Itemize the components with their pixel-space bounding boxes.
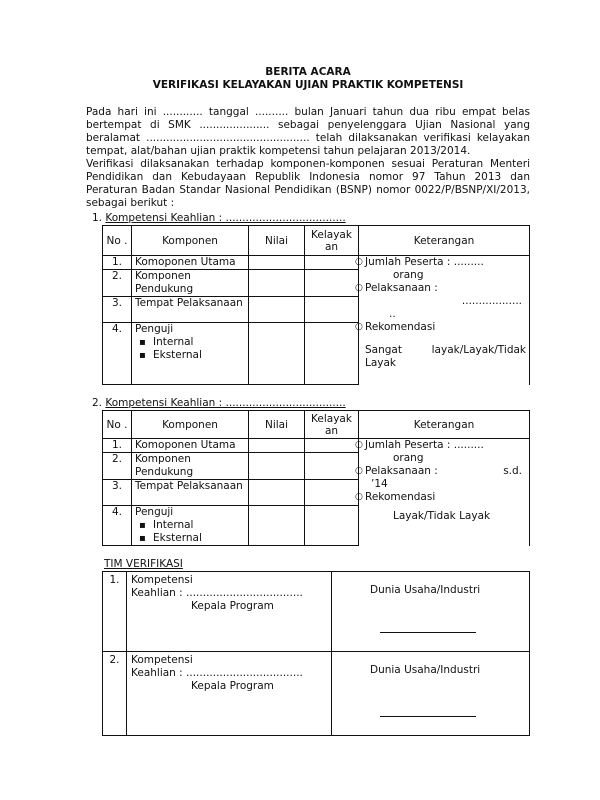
row-komponen-penguji xyxy=(132,323,249,385)
row-kelayakan xyxy=(305,323,359,385)
tim-kepala-program: Kepala Program xyxy=(191,680,274,692)
row-nilai xyxy=(249,480,305,506)
tim-kepala-program: Kepala Program xyxy=(191,600,274,612)
tim-dudi-cell xyxy=(332,572,530,652)
table-row xyxy=(103,256,530,270)
section-1-label: Kompetensi Keahlian : .................................... xyxy=(105,212,346,224)
col-header-kelayakan: Kelayak an xyxy=(305,226,359,256)
row-number: 1. xyxy=(103,572,127,652)
row-komponen: Komponen Pendukung xyxy=(132,270,249,297)
row-kelayakan xyxy=(305,256,359,270)
row-kelayakan xyxy=(305,480,359,506)
tim-kaprog-cell xyxy=(127,652,332,736)
row-number: 2. xyxy=(103,453,132,480)
row-komponen: Komoponen Utama xyxy=(132,439,249,453)
section-1-table xyxy=(102,225,530,385)
ket-orang: orang xyxy=(393,452,424,464)
row-komponen: Komponen Pendukung xyxy=(132,453,249,480)
section-1-number: 1. xyxy=(92,212,103,224)
section-2-heading xyxy=(86,397,530,410)
row-komponen: Tempat Pelaksanaan xyxy=(132,297,249,323)
list-item: ▪ Eksternal xyxy=(155,532,245,545)
row-komponen: Penguji xyxy=(135,506,174,518)
col-header-keterangan: Keterangan xyxy=(359,411,530,439)
row-kelayakan xyxy=(305,439,359,453)
row-number: 2. xyxy=(103,652,127,736)
ket-dots: .................. xyxy=(461,295,522,307)
keterangan-cell: ○ Jumlah Peserta : ......... orang ○ Pelaksanaan : .................. .. ○ Rekomendasi Sangat layak/Layak/Tidak Layak xyxy=(359,256,530,385)
ket-pelaksanaan: Pelaksanaan : xyxy=(365,282,438,294)
row-nilai xyxy=(249,297,305,323)
row-komponen: Komoponen Utama xyxy=(132,256,249,270)
ket-tahun: ’14 xyxy=(371,478,388,490)
col-header-kelayakan: Kelayak an xyxy=(305,411,359,439)
row-komponen: Tempat Pelaksanaan xyxy=(132,480,249,506)
row-kelayakan xyxy=(305,297,359,323)
ket-pilihan: Sangat layak/Layak/Tidak Layak xyxy=(365,344,526,369)
row-number: 1. xyxy=(103,439,132,453)
table-row xyxy=(103,652,530,736)
row-nilai xyxy=(249,323,305,385)
intro-paragraph-1: Pada hari ini ............ tanggal .......... bulan Januari tahun dua ribu empat belas bertempat di SMK ..................... sebagai penyelenggara Ujian Nasional yang beralamat ................................................. telah dilaksanakan verifikasi kelayakan tempat, alat/bahan ujian praktik kompetensi tahun pelajaran 2013/2014. xyxy=(86,106,530,157)
tim-dunia-usaha: Dunia Usaha/Industri xyxy=(370,584,481,596)
intro-paragraph-2: Verifikasi dilaksanakan terhadap komponen-komponen sesuai Peraturan Menteri Pendidikan dan Kebudayaan Republik Indonesia nomor 97 Tahun 2013 dan Peraturan Badan Standar Nasional Pendidikan (BSNP) nomor 0022/P/BSNP/XI/2013, sebagai berikut : xyxy=(86,158,530,209)
doc-subtitle: VERIFIKASI KELAYAKAN UJIAN PRAKTIK KOMPETENSI xyxy=(152,79,464,91)
ket-jumlah: Jumlah Peserta : ......... xyxy=(365,256,484,268)
row-nilai xyxy=(249,256,305,270)
ket-rekomendasi: Rekomendasi xyxy=(365,491,436,503)
signature-line xyxy=(380,716,476,717)
row-nilai xyxy=(249,439,305,453)
doc-title: BERITA ACARA xyxy=(265,66,351,78)
col-header-komponen: Komponen xyxy=(132,226,249,256)
row-number: 3. xyxy=(103,480,132,506)
tim-dudi-cell xyxy=(332,652,530,736)
tim-keahlian: Keahlian : ................................... xyxy=(131,587,303,599)
row-komponen: Penguji xyxy=(135,323,174,335)
row-nilai xyxy=(249,506,305,546)
section-1-heading xyxy=(86,212,530,225)
ket-dots-2: .. xyxy=(389,308,396,320)
row-komponen-penguji xyxy=(132,506,249,546)
col-header-komponen: Komponen xyxy=(132,411,249,439)
table-row xyxy=(103,572,530,652)
ket-sd: s.d. xyxy=(503,465,522,477)
row-nilai xyxy=(249,270,305,297)
ket-orang: orang xyxy=(393,269,424,281)
ket-pilihan: Layak/Tidak Layak xyxy=(393,510,491,522)
row-kelayakan xyxy=(305,270,359,297)
col-header-keterangan: Keterangan xyxy=(359,226,530,256)
tim-verifikasi-heading: TIM VERIFIKASI xyxy=(104,558,183,570)
row-number: 3. xyxy=(103,297,132,323)
col-header-no: No . xyxy=(103,226,132,256)
tim-verifikasi-table xyxy=(102,571,530,736)
ket-pelaksanaan: Pelaksanaan : xyxy=(365,465,438,477)
row-kelayakan xyxy=(305,453,359,480)
row-number: 4. xyxy=(103,506,132,546)
tim-kompetensi: Kompetensi xyxy=(131,574,193,586)
tim-dunia-usaha: Dunia Usaha/Industri xyxy=(370,664,481,676)
tim-kaprog-cell xyxy=(127,572,332,652)
list-item: ▪ Eksternal xyxy=(155,349,245,362)
table-row xyxy=(103,439,530,453)
list-item: ▪ Internal xyxy=(155,519,245,532)
row-number: 1. xyxy=(103,256,132,270)
section-2-label: Kompetensi Keahlian : .................................... xyxy=(105,397,346,409)
document xyxy=(86,66,530,736)
ket-jumlah: Jumlah Peserta : ......... xyxy=(365,439,484,451)
row-number: 4. xyxy=(103,323,132,385)
keterangan-cell: ○ Jumlah Peserta : ......... orang ○ Pelaksanaan : s.d. ’14 ○ Rekomendasi Layak/Tidak Layak xyxy=(359,439,530,546)
row-number: 2. xyxy=(103,270,132,297)
signature-line xyxy=(380,632,476,633)
tim-keahlian: Keahlian : ................................... xyxy=(131,667,303,679)
row-nilai xyxy=(249,453,305,480)
section-2-number: 2. xyxy=(92,397,103,409)
section-2-table xyxy=(102,410,530,546)
col-header-nilai: Nilai xyxy=(249,411,305,439)
col-header-no: No . xyxy=(103,411,132,439)
ket-rekomendasi: Rekomendasi xyxy=(365,321,436,333)
row-kelayakan xyxy=(305,506,359,546)
col-header-nilai: Nilai xyxy=(249,226,305,256)
list-item: ▪ Internal xyxy=(155,336,245,349)
tim-kompetensi: Kompetensi xyxy=(131,654,193,666)
